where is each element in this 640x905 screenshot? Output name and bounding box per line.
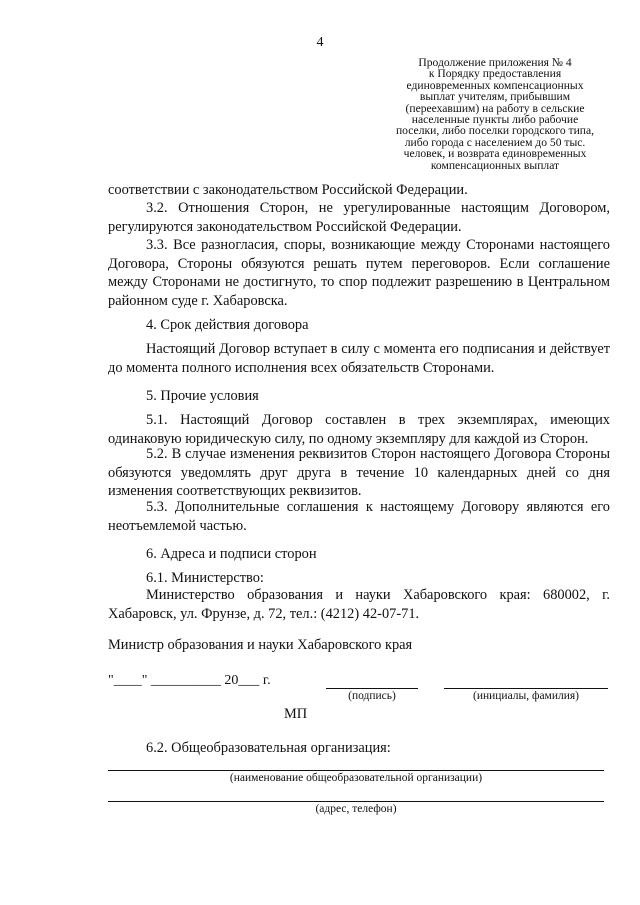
appendix-line: выплат учителям, прибывшим xyxy=(419,90,571,104)
appendix-line: Продолжение приложения № 4 xyxy=(418,56,572,69)
paragraph-6-2-label: 6.2. Общеобразовательная организация: xyxy=(146,740,391,756)
appendix-line: поселки, либо поселки городского типа, xyxy=(395,124,595,138)
heading-section-4: 4. Срок действия договора xyxy=(146,317,309,333)
initials-caption: (инициалы, фамилия) xyxy=(472,690,580,702)
appendix-line: (переехавшим) на работу в сельские xyxy=(405,101,585,115)
appendix-line: человек, и возврата единовременных xyxy=(403,147,587,161)
minister-title: Министр образования и науки Хабаровского края xyxy=(108,637,413,653)
stamp-place: МП xyxy=(284,706,308,722)
appendix-line: населенные пункты либо рабочие xyxy=(411,113,579,127)
paragraph-6-1-label: 6.1. Министерство: xyxy=(146,570,264,586)
paragraph-3-3: 3.3. Все разногласия, споры, возникающие между Сторонами настоящего Договора, Стороны обязуются решать путем переговоров. Если соглашение между Сторонами не достигнуто, то спор подлежит разрешению в Центральном районном суде г. Хабаровска. xyxy=(108,237,610,309)
signature-line xyxy=(326,688,418,689)
paragraph-5-1: 5.1. Настоящий Договор составлен в трех экземплярах, имеющих одинаковую юридическую силу, по одному экземпляру для каждой из Сторон. xyxy=(108,412,610,447)
address-caption: (адрес, телефон) xyxy=(315,803,397,815)
org-name-caption: (наименование общеобразовательной организации) xyxy=(229,772,483,784)
page-number: 4 xyxy=(316,35,324,50)
signature-caption: (подпись) xyxy=(348,690,396,702)
appendix-line: единовременных компенсационных xyxy=(406,78,584,92)
section3-continuation: соответствии с законодательством Российской Федерации. xyxy=(108,182,468,198)
paragraph-4: Настоящий Договор вступает в силу с момента его подписания и действует до момента полного исполнения всех обязательств Сторонами. xyxy=(108,341,610,376)
org-name-line xyxy=(108,770,604,771)
heading-section-5: 5. Прочие условия xyxy=(146,388,259,404)
paragraph-6-1-text: Министерство образования и науки Хабаровского края: 680002, г. Хабаровск, ул. Фрунзе, д. 72, тел.: (4212) 42-07-71. xyxy=(108,587,610,622)
paragraph-5-3: 5.3. Дополнительные соглашения к настоящему Договору являются его неотъемлемой частью. xyxy=(108,499,610,534)
date-line: "____" __________ 20___ г. xyxy=(108,673,271,688)
paragraph-5-2: 5.2. В случае изменения реквизитов Сторон настоящего Договора Стороны обязуются уведомлять друг друга в течение 10 календарных дней со дня изменения соответствующих реквизитов. xyxy=(108,446,610,499)
initials-line xyxy=(444,688,608,689)
heading-section-6: 6. Адреса и подписи сторон xyxy=(146,546,317,562)
paragraph-3-2: 3.2. Отношения Сторон, не урегулированные настоящим Договором, регулируются законодательством Российской Федерации. xyxy=(108,200,610,235)
address-line xyxy=(108,801,604,802)
appendix-note xyxy=(386,57,604,171)
appendix-line: к Порядку предоставления xyxy=(428,67,562,81)
appendix-line: либо города с населением до 50 тыс. xyxy=(404,135,586,149)
appendix-line: компенсационных выплат xyxy=(430,158,560,172)
